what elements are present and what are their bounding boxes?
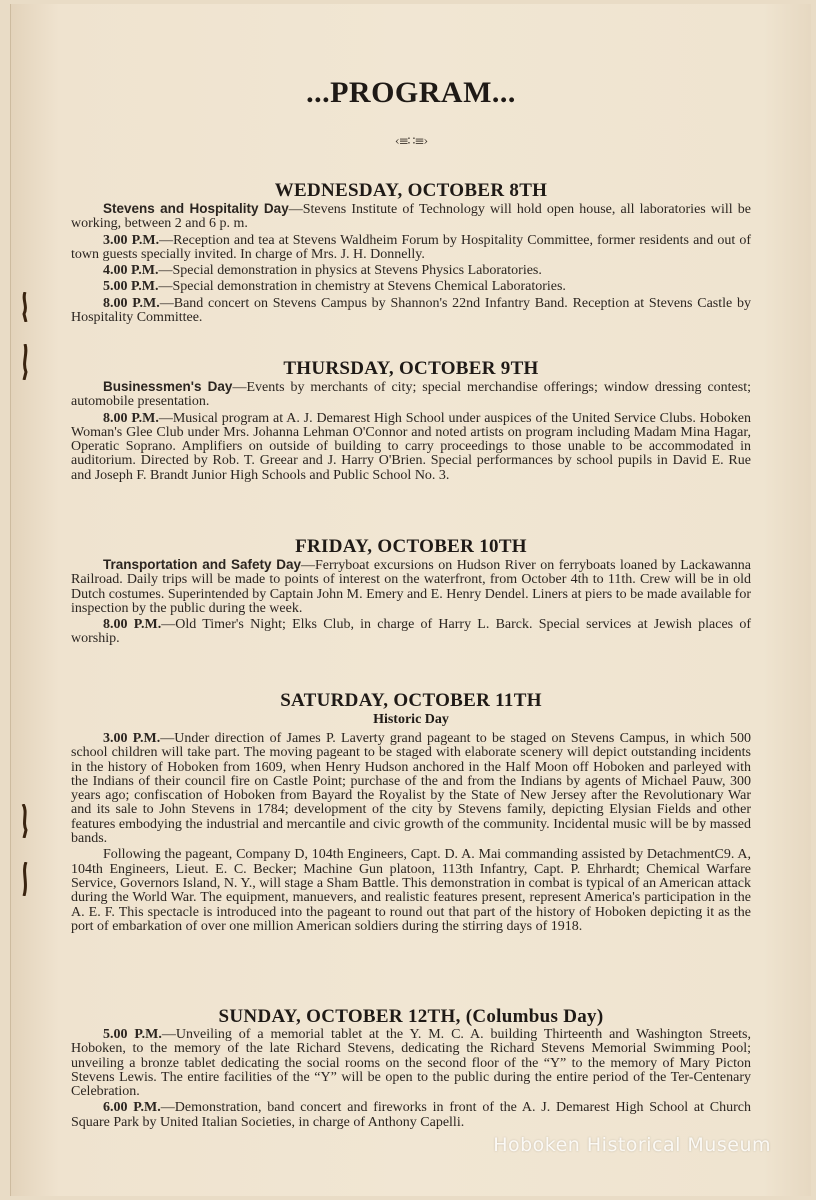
event-text: —Musical program at A. J. Demarest High School under auspices of the United Service Clubs. Hoboken Woman's Glee Club under Mrs. Johanna Lehman O'Connor and noted artists on program including Madam Mina Hagar, Operatic Soprano. Amplifiers on outside of building to carry proceedings to those unable to be accommodated in auditorium. Directed by Rob. T. Greear and J. Harry O'Brien. Special performances by school pupils in David E. Rue and Joseph F. Brandt Junior High Schools and Public School No. 3. bbox=[71, 410, 752, 483]
event-title: Businessmen's Day bbox=[103, 379, 233, 394]
event-text: —Demonstration, band concert and fireworks in front of the A. J. Demarest High School at Church Square Park by United Italian Societies, in charge of Anthony Capelli. bbox=[71, 1100, 751, 1130]
event-text: —Ferryboat excursions on Hudson River on ferryboats loaned by Lackawanna Railroad. Daily trips will be made to points of interest on the waterfront, from October 4th to 11th. Crew will be in old Dutch costumes. Superintended by Captain John M. Emery and E. Henry Dendel. Liners at piers to be made available for inspection by the public during the week. bbox=[71, 558, 751, 616]
program-entry bbox=[71, 1101, 751, 1130]
day-subtitle: Historic Day bbox=[373, 712, 449, 727]
event-time: 3.00 P.M. bbox=[103, 232, 160, 248]
section-saturday bbox=[71, 690, 751, 936]
event-text: —Stevens Institute of Technology will hold open house, all laboratories will be working, between 2 and 6 p. m. bbox=[71, 202, 751, 232]
event-time: 8.00 P.M. bbox=[103, 617, 162, 633]
event-text: —Old Timer's Night; Elks Club, in charge of Harry L. Barck. Special services at Jewish places of worship. bbox=[71, 617, 752, 647]
program-entry bbox=[71, 297, 751, 326]
program-page bbox=[10, 4, 811, 1196]
event-time: 8.00 P.M. bbox=[103, 410, 159, 426]
event-time: 8.00 P.M. bbox=[103, 295, 160, 311]
binding-thread bbox=[21, 804, 29, 830]
section-thursday bbox=[71, 358, 751, 485]
program-entry bbox=[71, 618, 751, 647]
program-entry bbox=[71, 412, 751, 483]
program-entry bbox=[71, 1028, 751, 1099]
program-entry bbox=[71, 732, 751, 846]
event-time: 4.00 P.M. bbox=[103, 263, 159, 279]
day-heading: THURSDAY, OCTOBER 9TH bbox=[283, 358, 539, 379]
binding-thread bbox=[21, 292, 29, 318]
event-text: —Reception and tea at Stevens Waldheim Forum by Hospitality Committee, former residents and out of town guests specially invited. In charge of Mrs. J. H. Donnelly. bbox=[71, 232, 752, 262]
binding-thread bbox=[21, 862, 29, 888]
section-friday bbox=[71, 536, 751, 649]
museum-watermark: Hoboken Historical Museum bbox=[493, 1134, 771, 1156]
event-text: —Special demonstration in physics at Stevens Physics Laboratories. bbox=[158, 263, 542, 279]
program-entry bbox=[71, 202, 751, 232]
page-title: ...PROGRAM... bbox=[306, 76, 516, 109]
event-time: 6.00 P.M. bbox=[103, 1100, 161, 1116]
event-time: 5.00 P.M. bbox=[103, 1027, 162, 1042]
section-sunday bbox=[71, 1006, 751, 1132]
event-text: —Band concert on Stevens Campus by Shannon's 22nd Infantry Band. Reception at Stevens Castle by Hospitality Committee. bbox=[71, 295, 751, 326]
program-entry bbox=[71, 264, 751, 278]
event-text: —Under direction of James P. Laverty grand pageant to be staged on Stevens Campus, in which 500 school children will take part. The moving pageant to be staged with elaborate scenery will depict outstanding incidents in the history of Hoboken from 1609, when Henry Hudson anchored in the Half Moon off Hoboken and parleyed with the Indians of their council fire on Castle Point; purchase of the and from the Indians by agents of Michael Pauw, 300 years ago; confiscation of Hoboken from Bayard the Royalist by the State of New Jersey after the Revolutionary War and its sale to John Stevens in 1784; development of the city by Stevens family, depicting Elysian Fields and other features embodying the industrial and mercantile and civic growth of the community. Incidental music will be by massed bands. bbox=[71, 731, 751, 847]
program-entry bbox=[71, 558, 751, 616]
event-text: —Unveiling of a memorial tablet at the Y. M. C. A. building Thirteenth and Washington Streets, Hoboken, to the memory of the late Richard Stevens, dedicating the Richard Stevens Memorial Swimming Pool; unveiling a bronze tablet dedicating the social rooms on the second floor of the “Y” to the memory of Mary Picton Stevens Lewis. The entire facilities of the “Y” will be open to the public during the entire period of the Ter-Centenary Celebration. bbox=[71, 1027, 751, 1100]
event-title: Transportation and Safety Day bbox=[103, 557, 301, 572]
program-entry bbox=[71, 234, 751, 263]
day-heading: FRIDAY, OCTOBER 10TH bbox=[295, 536, 527, 557]
binding-thread bbox=[21, 344, 29, 370]
event-time: 3.00 P.M. bbox=[103, 731, 161, 746]
event-text: Following the pageant, Company D, 104th Engineers, Capt. D. A. Mai commanding assisted by DetachmentC9. A, 104th Engineers, Lieut. E. C. Becker; Machine Gun platoon, 113th Infantry, Capt. P. Ehrhardt; Chemical Warfare Service, Governors Island, N. Y., will stage a Sham Battle. This demonstration in combat is typical of an American attack during the World War. The equipment, manuevers, and realistic features present, represent America's participation in the A. E. F. This spectacle is introduced into the pageant to round out that part of the history of Hoboken depicting it as the port of embarkation of over one million American soldiers during the stirring days of 1918. bbox=[71, 847, 751, 934]
day-heading: SUNDAY, OCTOBER 12TH, (Columbus Day) bbox=[218, 1006, 604, 1027]
event-title: Stevens and Hospitality Day bbox=[103, 201, 289, 216]
program-entry bbox=[71, 380, 751, 410]
event-time: 5.00 P.M. bbox=[103, 279, 159, 295]
event-text: —Events by merchants of city; special merchandise offerings; window dressing contest; automobile presentation. bbox=[71, 380, 751, 410]
event-text: —Special demonstration in chemistry at Stevens Chemical Laboratories. bbox=[158, 279, 566, 295]
section-wednesday bbox=[71, 180, 751, 327]
ornament-divider: ‹≡∷≡› bbox=[394, 134, 428, 148]
day-heading: SATURDAY, OCTOBER 11TH bbox=[280, 690, 542, 711]
program-entry bbox=[71, 848, 751, 934]
day-heading: WEDNESDAY, OCTOBER 8TH bbox=[274, 180, 548, 201]
program-entry bbox=[71, 280, 751, 294]
